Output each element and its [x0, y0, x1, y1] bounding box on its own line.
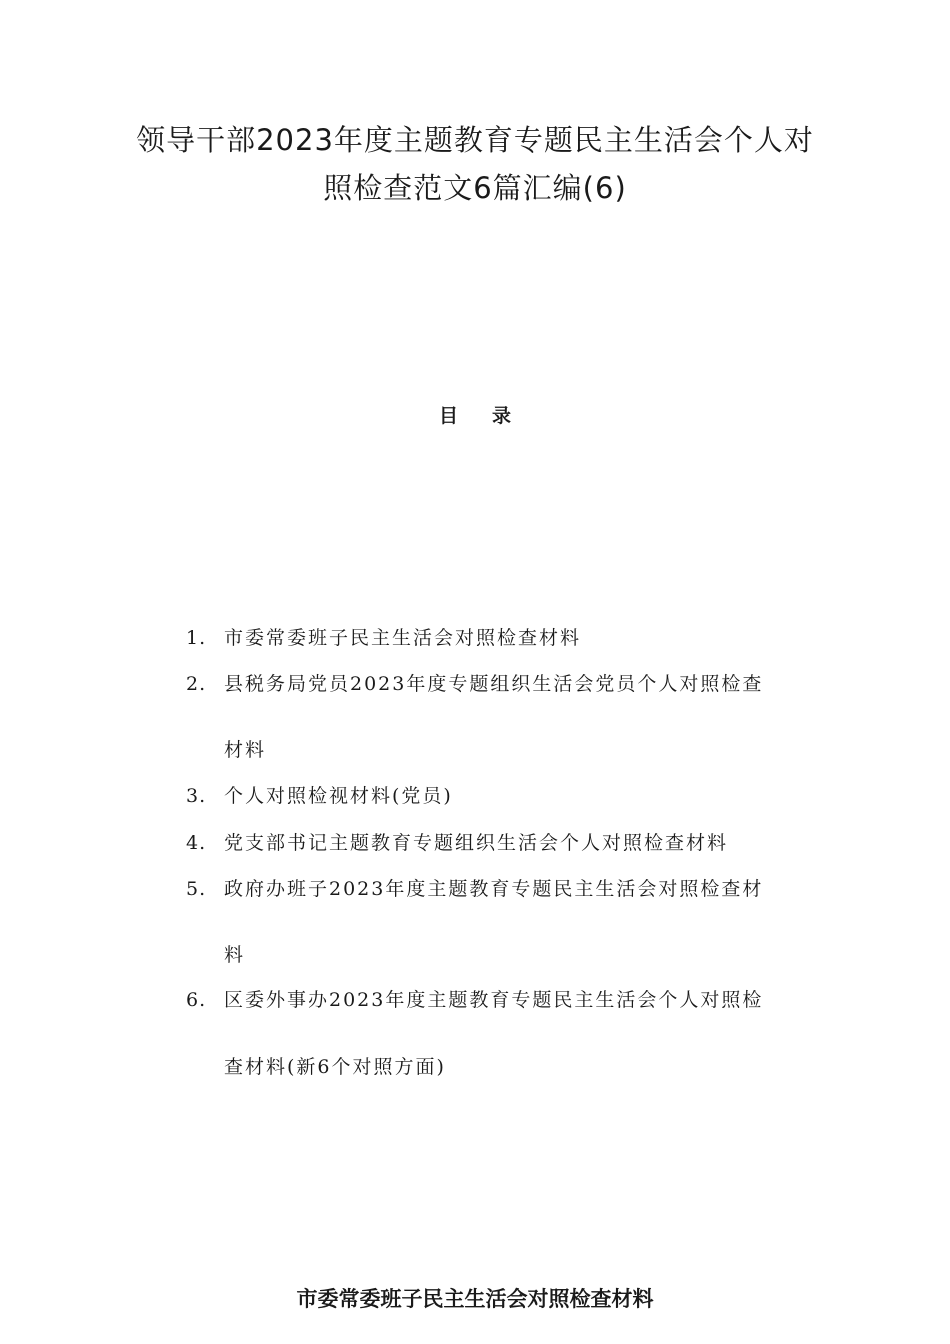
toc-item-number: 6.	[186, 989, 207, 1011]
toc-item-number: 3.	[186, 785, 207, 807]
toc-item-text: 区委外事办2023年度主题教育专题民主生活会个人对照检	[224, 989, 764, 1011]
toc-item-number: 1.	[186, 627, 207, 649]
toc-item-number: 4.	[186, 832, 207, 854]
toc-heading-char-1: 目	[438, 405, 458, 427]
toc-item-text: 县税务局党员2023年度专题组织生活会党员个人对照检查	[224, 673, 764, 695]
document-title-line-2: 照检查范文6篇汇编(6)	[323, 171, 627, 205]
document-title-line-1: 领导干部2023年度主题教育专题民主生活会个人对	[136, 123, 814, 157]
toc-item-number: 2.	[186, 673, 207, 695]
toc-item-text-continued: 材料	[224, 739, 267, 761]
toc-item-text: 个人对照检视材料(党员)	[224, 785, 453, 807]
toc-item-text-continued: 查材料(新6个对照方面)	[224, 1056, 446, 1078]
toc-item-text: 政府办班子2023年度主题教育专题民主生活会对照检查材	[224, 878, 764, 900]
toc-heading-char-2: 录	[492, 405, 512, 427]
toc-item-text: 市委常委班子民主生活会对照检查材料	[224, 627, 582, 649]
toc-item-text: 党支部书记主题教育专题组织生活会个人对照检查材料	[224, 832, 729, 854]
toc-item-text-continued: 料	[224, 944, 246, 966]
toc-item-number: 5.	[186, 878, 207, 900]
section-heading: 市委常委班子民主生活会对照检查材料	[296, 1287, 654, 1311]
